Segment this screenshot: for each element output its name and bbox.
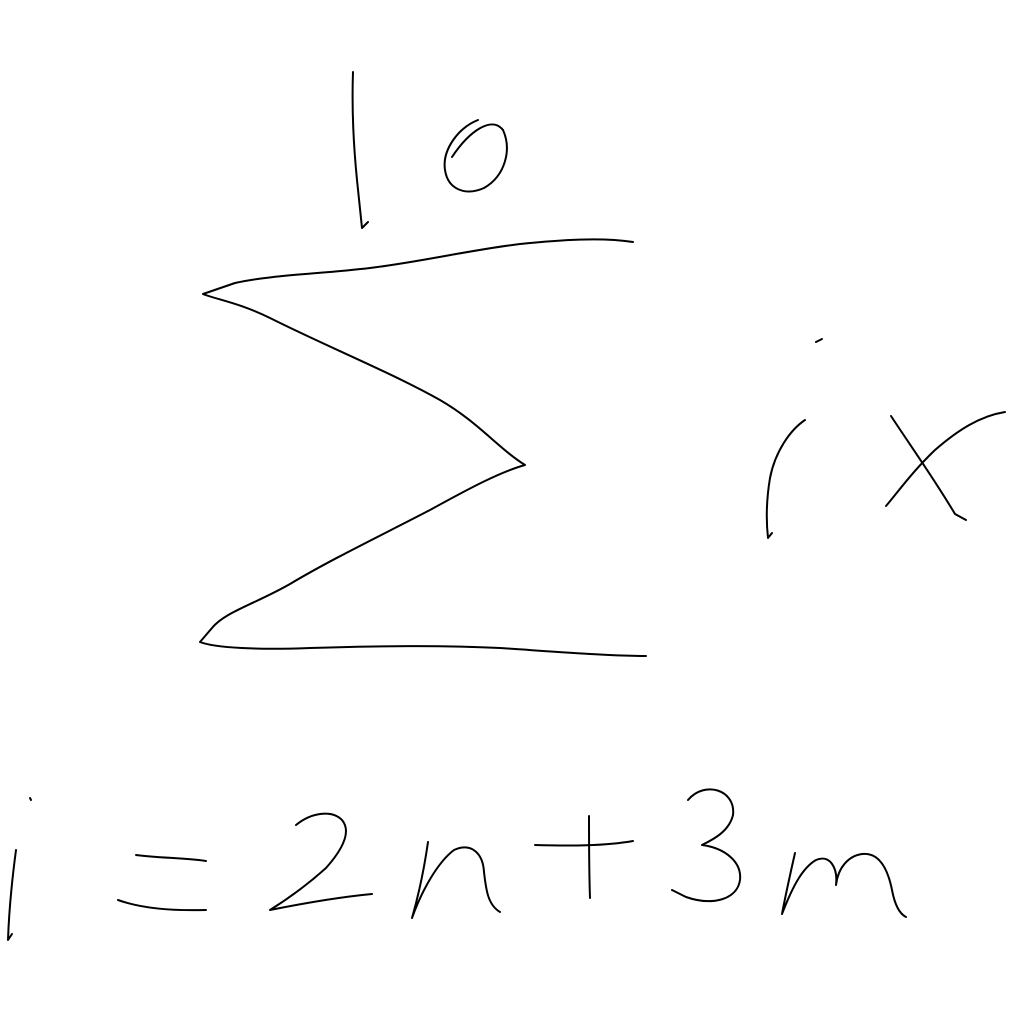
upper-limit-strokes bbox=[353, 72, 507, 228]
digit-3-stroke bbox=[672, 789, 740, 901]
plus-vertical-stroke bbox=[589, 816, 590, 898]
i-dot-stroke bbox=[816, 339, 822, 342]
equals-top-stroke bbox=[136, 855, 206, 861]
i-lower-stroke bbox=[8, 850, 16, 940]
m-stroke bbox=[782, 853, 906, 917]
i-lower-dot-stroke bbox=[30, 798, 31, 800]
lower-limit-strokes bbox=[8, 789, 906, 940]
x-stroke-b bbox=[886, 412, 1005, 506]
x-stroke-a bbox=[891, 416, 966, 520]
equals-bottom-stroke bbox=[118, 900, 206, 910]
n-stroke bbox=[412, 842, 500, 918]
i-stroke bbox=[767, 420, 805, 538]
plus-horizontal-stroke bbox=[535, 841, 633, 846]
sigma-stroke bbox=[200, 239, 646, 656]
digit-1-stroke bbox=[353, 72, 368, 228]
digit-0-stroke bbox=[445, 120, 507, 191]
summand-strokes bbox=[767, 339, 1005, 538]
digit-2-stroke bbox=[270, 814, 372, 910]
